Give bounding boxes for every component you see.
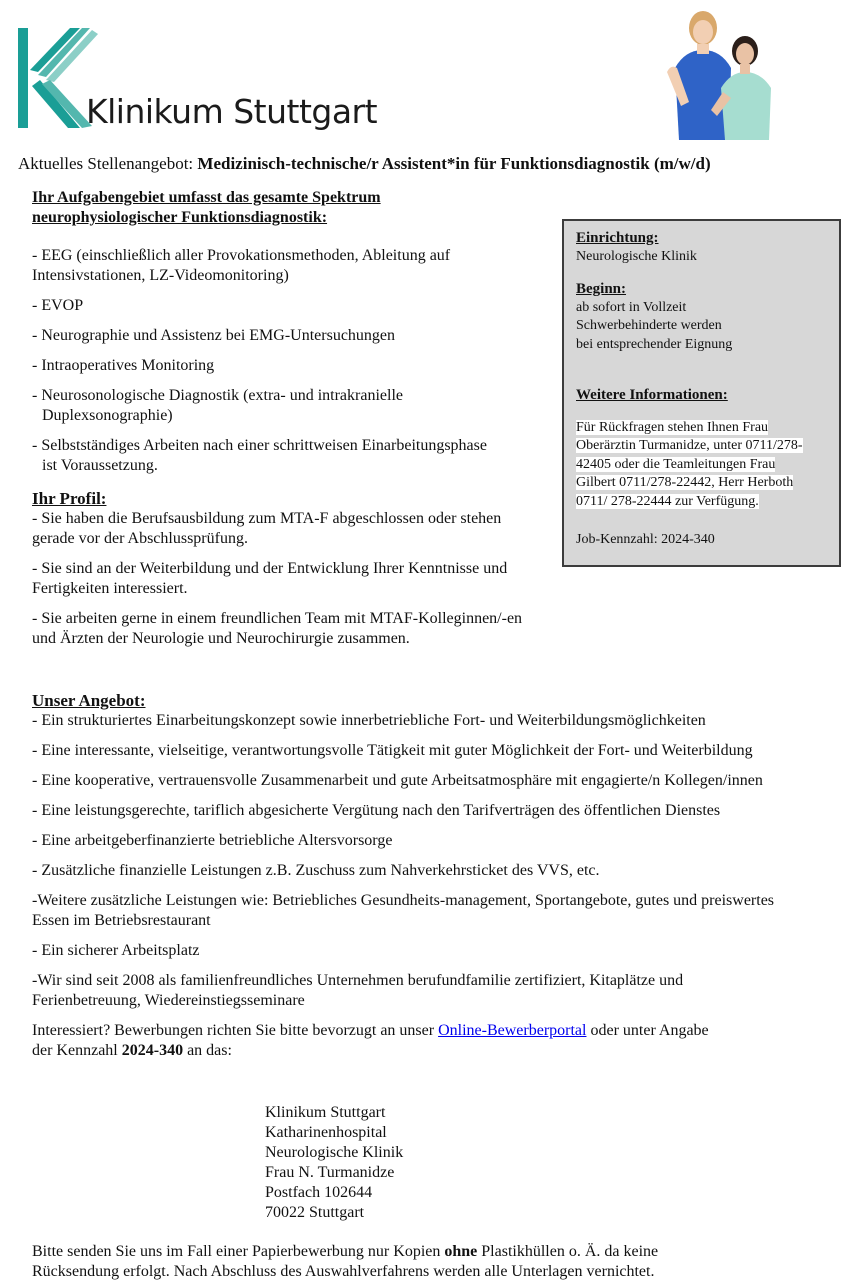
task-item: - Neurosonologische Diagnostik (extra- und intrakranielle xyxy=(32,387,403,404)
task-item: - Selbstständiges Arbeiten nach einer schrittweisen Einarbeitungsphase xyxy=(32,437,487,454)
profile-section xyxy=(32,489,547,649)
profile-item: - Sie arbeiten gerne in einem freundlichen Team mit MTAF-Kolleginnen/-en und Ärzten der Neurologie und Neurochirurgie zusammen. xyxy=(32,610,523,647)
einrichtung-label: Einrichtung: xyxy=(576,230,659,246)
footer-note xyxy=(32,1242,792,1282)
weitere-line: 0711/ 278-22444 zur Verfügung. xyxy=(576,493,759,509)
job-title: Medizinisch-technische/r Assistent*in für Funktionsdiagnostik (m/w/d) xyxy=(197,154,711,173)
task-item: - Neurographie und Assistenz bei EMG-Untersuchungen xyxy=(32,327,396,344)
weitere-label: Weitere Informationen: xyxy=(576,387,728,403)
task-item: - Intraoperatives Monitoring xyxy=(32,357,215,374)
offer-item: - Ein strukturiertes Einarbeitungskonzept sowie innerbetriebliche Fort- und Weiterbildungsmöglichkeiten xyxy=(32,712,706,729)
address-line: Katharinenhospital xyxy=(265,1124,387,1141)
apply-text-2: oder unter Angabe xyxy=(586,1022,709,1039)
postal-address xyxy=(265,1103,403,1223)
profile-item: - Sie haben die Berufsausbildung zum MTA-F abgeschlossen oder stehen gerade vor der Abschlussprüfung. xyxy=(32,510,502,547)
offer-item: -Weitere zusätzliche Leistungen wie: Betriebliches Gesundheits-management, Sportangebote, gutes und preiswertes Essen im Betriebsrestaurant xyxy=(32,892,775,929)
apply-kennzahl: 2024-340 xyxy=(121,1042,184,1059)
beginn-line: bei entsprechender Eignung xyxy=(576,336,733,352)
task-item-cont: ist Voraussetzung. xyxy=(42,457,158,474)
beginn-line: ab sofort in Vollzeit xyxy=(576,299,687,315)
weitere-line: Oberärztin Turmanidze, unter 0711/278- xyxy=(576,438,803,453)
job-id: Job-Kennzahl: 2024-340 xyxy=(576,532,715,547)
footer-text-2: Plastikhüllen o. Ä. da keine xyxy=(477,1243,659,1260)
offer-item: - Ein sicherer Arbeitsplatz xyxy=(32,942,200,959)
tasks-heading-line2: neurophysiologischer Funktionsdiagnostik: xyxy=(32,209,328,226)
profile-item: - Sie sind an der Weiterbildung und der Entwicklung Ihrer Kenntnisse und Fertigkeiten interessiert. xyxy=(32,560,508,597)
offer-heading: Unser Angebot: xyxy=(32,691,146,710)
footer-line-2: Rücksendung erfolgt. Nach Abschluss des Auswahlverfahrens werden alle Unterlagen vernichtet. xyxy=(32,1263,655,1280)
offer-section xyxy=(32,691,792,1061)
einrichtung-value: Neurologische Klinik xyxy=(576,248,697,264)
info-box xyxy=(562,219,841,567)
offer-item: - Eine arbeitgeberfinanzierte betriebliche Altersvorsorge xyxy=(32,832,393,849)
online-portal-link[interactable]: Online-Bewerberportal xyxy=(438,1022,587,1039)
profile-heading: Ihr Profil: xyxy=(32,489,107,508)
tasks-heading xyxy=(32,188,547,228)
apply-text-3: der Kennzahl xyxy=(32,1042,122,1059)
beginn-line: Schwerbehinderte werden xyxy=(576,318,722,333)
weitere-line: 42405 oder die Teamleitungen Frau xyxy=(576,456,776,472)
offer-item: - Zusätzliche finanzielle Leistungen z.B. Zuschuss zum Nahverkehrsticket des VVS, etc. xyxy=(32,862,600,879)
apply-text-1: Interessiert? Bewerbungen richten Sie bitte bevorzugt an unser xyxy=(32,1022,439,1039)
footer-bold: ohne xyxy=(444,1243,478,1260)
beginn-label: Beginn: xyxy=(576,281,627,297)
apply-text xyxy=(32,1021,792,1061)
offer-item: - Eine interessante, vielseitige, verantwortungsvolle Tätigkeit mit guter Möglichkeit der Fort- und Weiterbildung xyxy=(32,742,753,759)
address-line: Postfach 102644 xyxy=(265,1184,373,1201)
apply-text-4: an das: xyxy=(183,1042,232,1059)
weitere-line: Gilbert 0711/278-22442, Herr Herboth xyxy=(576,475,794,490)
address-line: Klinikum Stuttgart xyxy=(265,1104,386,1121)
footer-text-1: Bitte senden Sie uns im Fall einer Papierbewerbung nur Kopien xyxy=(32,1243,445,1260)
page-title xyxy=(18,154,711,174)
staff-photo xyxy=(645,6,790,140)
weitere-line: Für Rückfragen stehen Ihnen Frau xyxy=(576,419,769,435)
task-item: - EEG (einschließlich aller Provokationsmethoden, Ableitung auf Intensivstationen, LZ-Videomonitoring) xyxy=(32,247,451,284)
address-line: Frau N. Turmanidze xyxy=(265,1164,395,1181)
tasks-section xyxy=(32,188,547,476)
task-item: - EVOP xyxy=(32,297,84,314)
address-line: Neurologische Klinik xyxy=(265,1144,404,1161)
logo-text: Klinikum Stuttgart xyxy=(86,92,378,131)
tasks-heading-line1: Ihr Aufgabengebiet umfasst das gesamte Spektrum xyxy=(32,189,381,206)
task-item-cont: Duplexsonographie) xyxy=(42,407,173,424)
address-line: 70022 Stuttgart xyxy=(265,1204,365,1221)
offer-item: - Eine kooperative, vertrauensvolle Zusammenarbeit und gute Arbeitsatmosphäre mit engagierte/n Kollegen/innen xyxy=(32,772,763,789)
offer-item: - Eine leistungsgerechte, tariflich abgesicherte Vergütung nach den Tarifverträgen des öffentlichen Dienstes xyxy=(32,802,721,819)
headline-prefix: Aktuelles Stellenangebot: xyxy=(18,154,198,173)
offer-item: -Wir sind seit 2008 als familienfreundliches Unternehmen berufundfamilie zertifiziert, Kitaplätze und Ferienbetreuung, Wiedereinstiegsseminare xyxy=(32,972,684,1009)
